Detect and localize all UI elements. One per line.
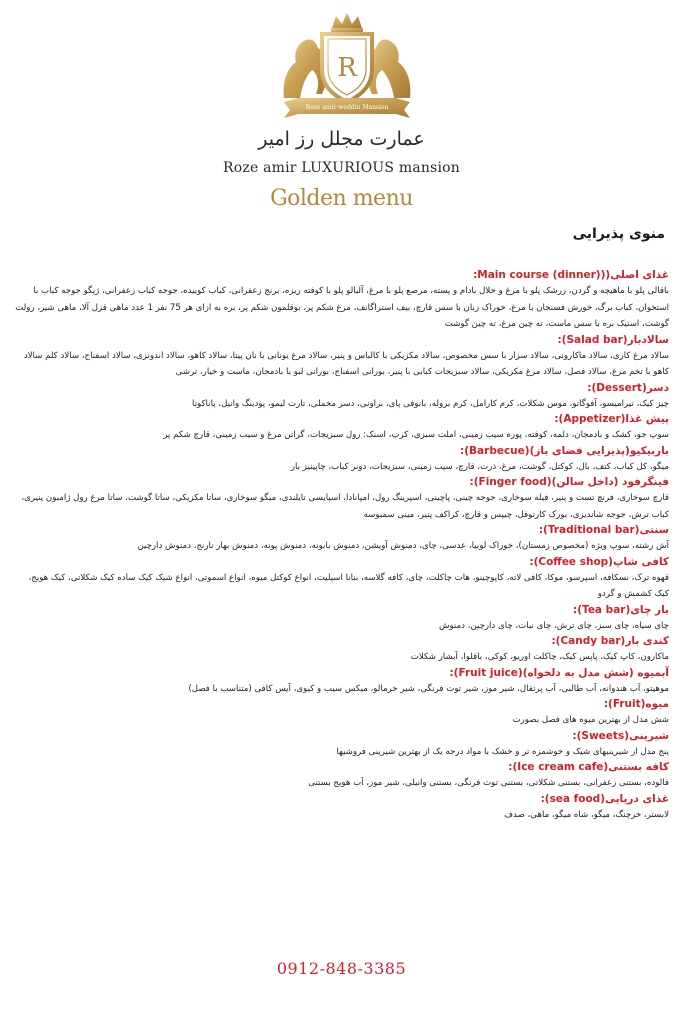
section-body: موهیتو، آب هندوانه، آب طالبی، آب پرتقال، شیر موز، شیر توت فرنگی، شیر خرمالو، میکس سیب و کیوی، آیس کافی (متناسب با فصل)	[188, 683, 669, 694]
section-salad-bar	[14, 333, 669, 381]
section-candy-bar	[14, 634, 669, 666]
section-sweets	[14, 729, 669, 761]
menu-title: منوی پذیرایی	[572, 226, 665, 242]
section-coffee-shop	[14, 555, 669, 603]
section-title: سنتی(Traditional bar):	[538, 524, 669, 536]
section-body: ماکارون، کاپ کیک، پاپس کیک، چاکلت اوریو، کوکی، باقلوا، آبشار شکلات	[410, 652, 669, 662]
section-body: چای سیاه، چای سبز، چای ترش، چای نبات، چای دارچین، دمنوش	[438, 620, 669, 631]
phone-number[interactable]: 0912-848-3385	[276, 959, 407, 978]
section-title: کافی شاپ(Coffee shop):	[529, 555, 669, 568]
mansion-crest-logo	[276, 10, 418, 122]
section-sea-food	[14, 792, 669, 824]
section-title: پیش غذا(Appetizer):	[554, 413, 669, 425]
section-title: فینگرفود (داخل سالن)(Finger food):	[469, 476, 669, 488]
section-title: کافه بستنی(Ice cream cafe):	[508, 761, 669, 773]
section-barbecue	[14, 444, 669, 476]
section-traditional-bar	[14, 523, 669, 555]
section-fruit	[14, 697, 669, 729]
section-fruit-juice	[14, 666, 669, 698]
section-title: باربیکیو(پذیرایی فضای باز)(Barbecue):	[460, 444, 669, 457]
section-body: پنج مدل از شیرینیهای شیک و خوشمزه تر و خشک با مواد درجه یک از بهترین شیرینی فروشیها	[336, 746, 669, 757]
section-body: قهوه ترک، نسکافه، اسپرسو، موکا، کافی لاته، کاپوچینو، هات چاکلت، چای، کافه گلاسه، بنانا اسپلیت، انواع کوکتل میوه، انواع اسموتی، انواع شیک کیک ساده کیک شکلاتی، کیک هویج، کیک کشمش و گردو	[28, 572, 669, 599]
section-body: میگو، کل کباب، کتف، بال، کوکتل، گوشت، مرغ، ذرت، قارچ، سیب زمینی، سبزیجات، دونر کباب، چاپینیز بار	[290, 461, 669, 472]
section-body: باقالی پلو با ماهیچه و گردن، زرشک پلو با مرغ و خلال بادام و پسته، مرصع پلو با مرغ، آلبالو پلو با کوفته ریزه، برنج زعفرانی، کباب کوبیده، جوجه کباب زعفرانی، ژیگو جوجه کباب با استخوان، کباب برگ، خورش فسنجان با مرغ، خوراک زبان با سس قارچ، بیف استراگانف، مرغ شکم پر، بوقلمون شکم پر، بره به ازای هر 75 نفر 1 عدد ماهی قزل آلا، ماهی شیر، رولت گوشت، استیک بره با سس ماست، ته چین مرغ، ته چین گوشت	[15, 286, 669, 329]
golden-menu-heading: Golden menu	[270, 186, 413, 211]
section-title: سالادبار(Salad bar):	[557, 333, 669, 346]
section-title: بار چای(Tea bar):	[573, 603, 669, 616]
section-body: شش مدل از بهترین میوه های فصل بصورت	[512, 715, 669, 725]
section-body: سالاد مرغ کاری، سالاد ماکارونی، سالاد سزار با سس مخصوص، سالاد مکزیکی با کالباس و پنیر، سالاد مرغ یونانی با نان پیتا، سالاد کاهو، سالاد اندونزی، سالاد اسفناج، سالاد کلم سالاد کاهو با تخم مرغ، سالاد فصل، سالاد مرغ مکزیکی، سالاد سبزیجات کبابی با پنیر، بورانی اسفناج، بورانی لبو یا بادمجان، ماست و خیار، ترشی	[23, 350, 669, 377]
section-title: شیرینی(Sweets):	[572, 729, 669, 742]
section-title: غذای اصلی((Main course (dinner):	[473, 269, 669, 281]
section-title: میوه(Fruit):	[603, 698, 669, 710]
section-ice-cream-cafe	[14, 760, 669, 792]
section-finger-food	[14, 475, 669, 523]
section-title: دسر(Dessert):	[587, 381, 669, 394]
brand-name-fa: عمارت مجلل رز امیر	[258, 128, 425, 150]
svg-text:R: R	[337, 53, 357, 83]
section-body: سوپ جو، کشک و بادمجان، دلمه، کوفته، پوره سیب زمینی، املت سبزی، کرپ، اسنک: رول سبزیجات، گراتن مرغ و سیب زمینی، قارچ شکم پر	[163, 430, 669, 440]
section-body: آش رشته، سوپ ویژه (مخصوص زمستان)، خوراک لوبیا، عدسی، چای، دمنوش آویشن، دمنوش بابونه، دمنوش پونه، دمنوش بهار نارنج، دمنوش دارچین	[137, 541, 669, 551]
section-title: آبمیوه (شش مدل به دلخواه)(Fruit juice):	[449, 666, 669, 679]
section-body: چیز کیک، تیرامیسو، آفوگاتو، موس شکلات، کرم کارامل، کرم بروله، بانوفی پای، براونی، دسر مخملی، تارت لیمو، پودینگ وانیل، پاناکوتا	[192, 398, 669, 409]
section-title: غذای دریایی(sea food):	[540, 792, 669, 805]
section-appetizer	[14, 412, 669, 444]
section-dessert	[14, 381, 669, 413]
section-body: لابستر، خرچنگ، میگو، شاه میگو، ماهی، صدف	[504, 809, 669, 820]
section-tea-bar	[14, 603, 669, 635]
section-body: فالوده، بستنی زعفرانی، بستنی شکلاتی، بستنی توت فرنگی، بستنی وانیلی، شیر موز، آب هویج بستنی	[308, 778, 669, 788]
menu-sections	[14, 268, 669, 823]
section-title: کندی بار(Candy bar):	[551, 635, 669, 647]
svg-text:Roze amir weddin Mansion: Roze amir weddin Mansion	[305, 104, 389, 111]
section-body: قارچ سوخاری، فرنچ تست و پنیر، فیله سوخاری، جوجه چینی، پاچینی، اسپرینگ رول، امپانادا، اسپایسی تایلندی، میگو سوخاری، ساتا مکزیکی، ساتا گوشت، ساتا مرغ رول ژامبون پنیری، کباب ترش، جوجه شاندیزی، بورک کارتوفل، چیپس و قارچ، کراکف پنیر، مینی سمبوسه	[21, 493, 669, 520]
brand-name-en: Roze amir LUXURIOUS mansion	[223, 160, 460, 176]
section-main-course	[14, 268, 669, 333]
